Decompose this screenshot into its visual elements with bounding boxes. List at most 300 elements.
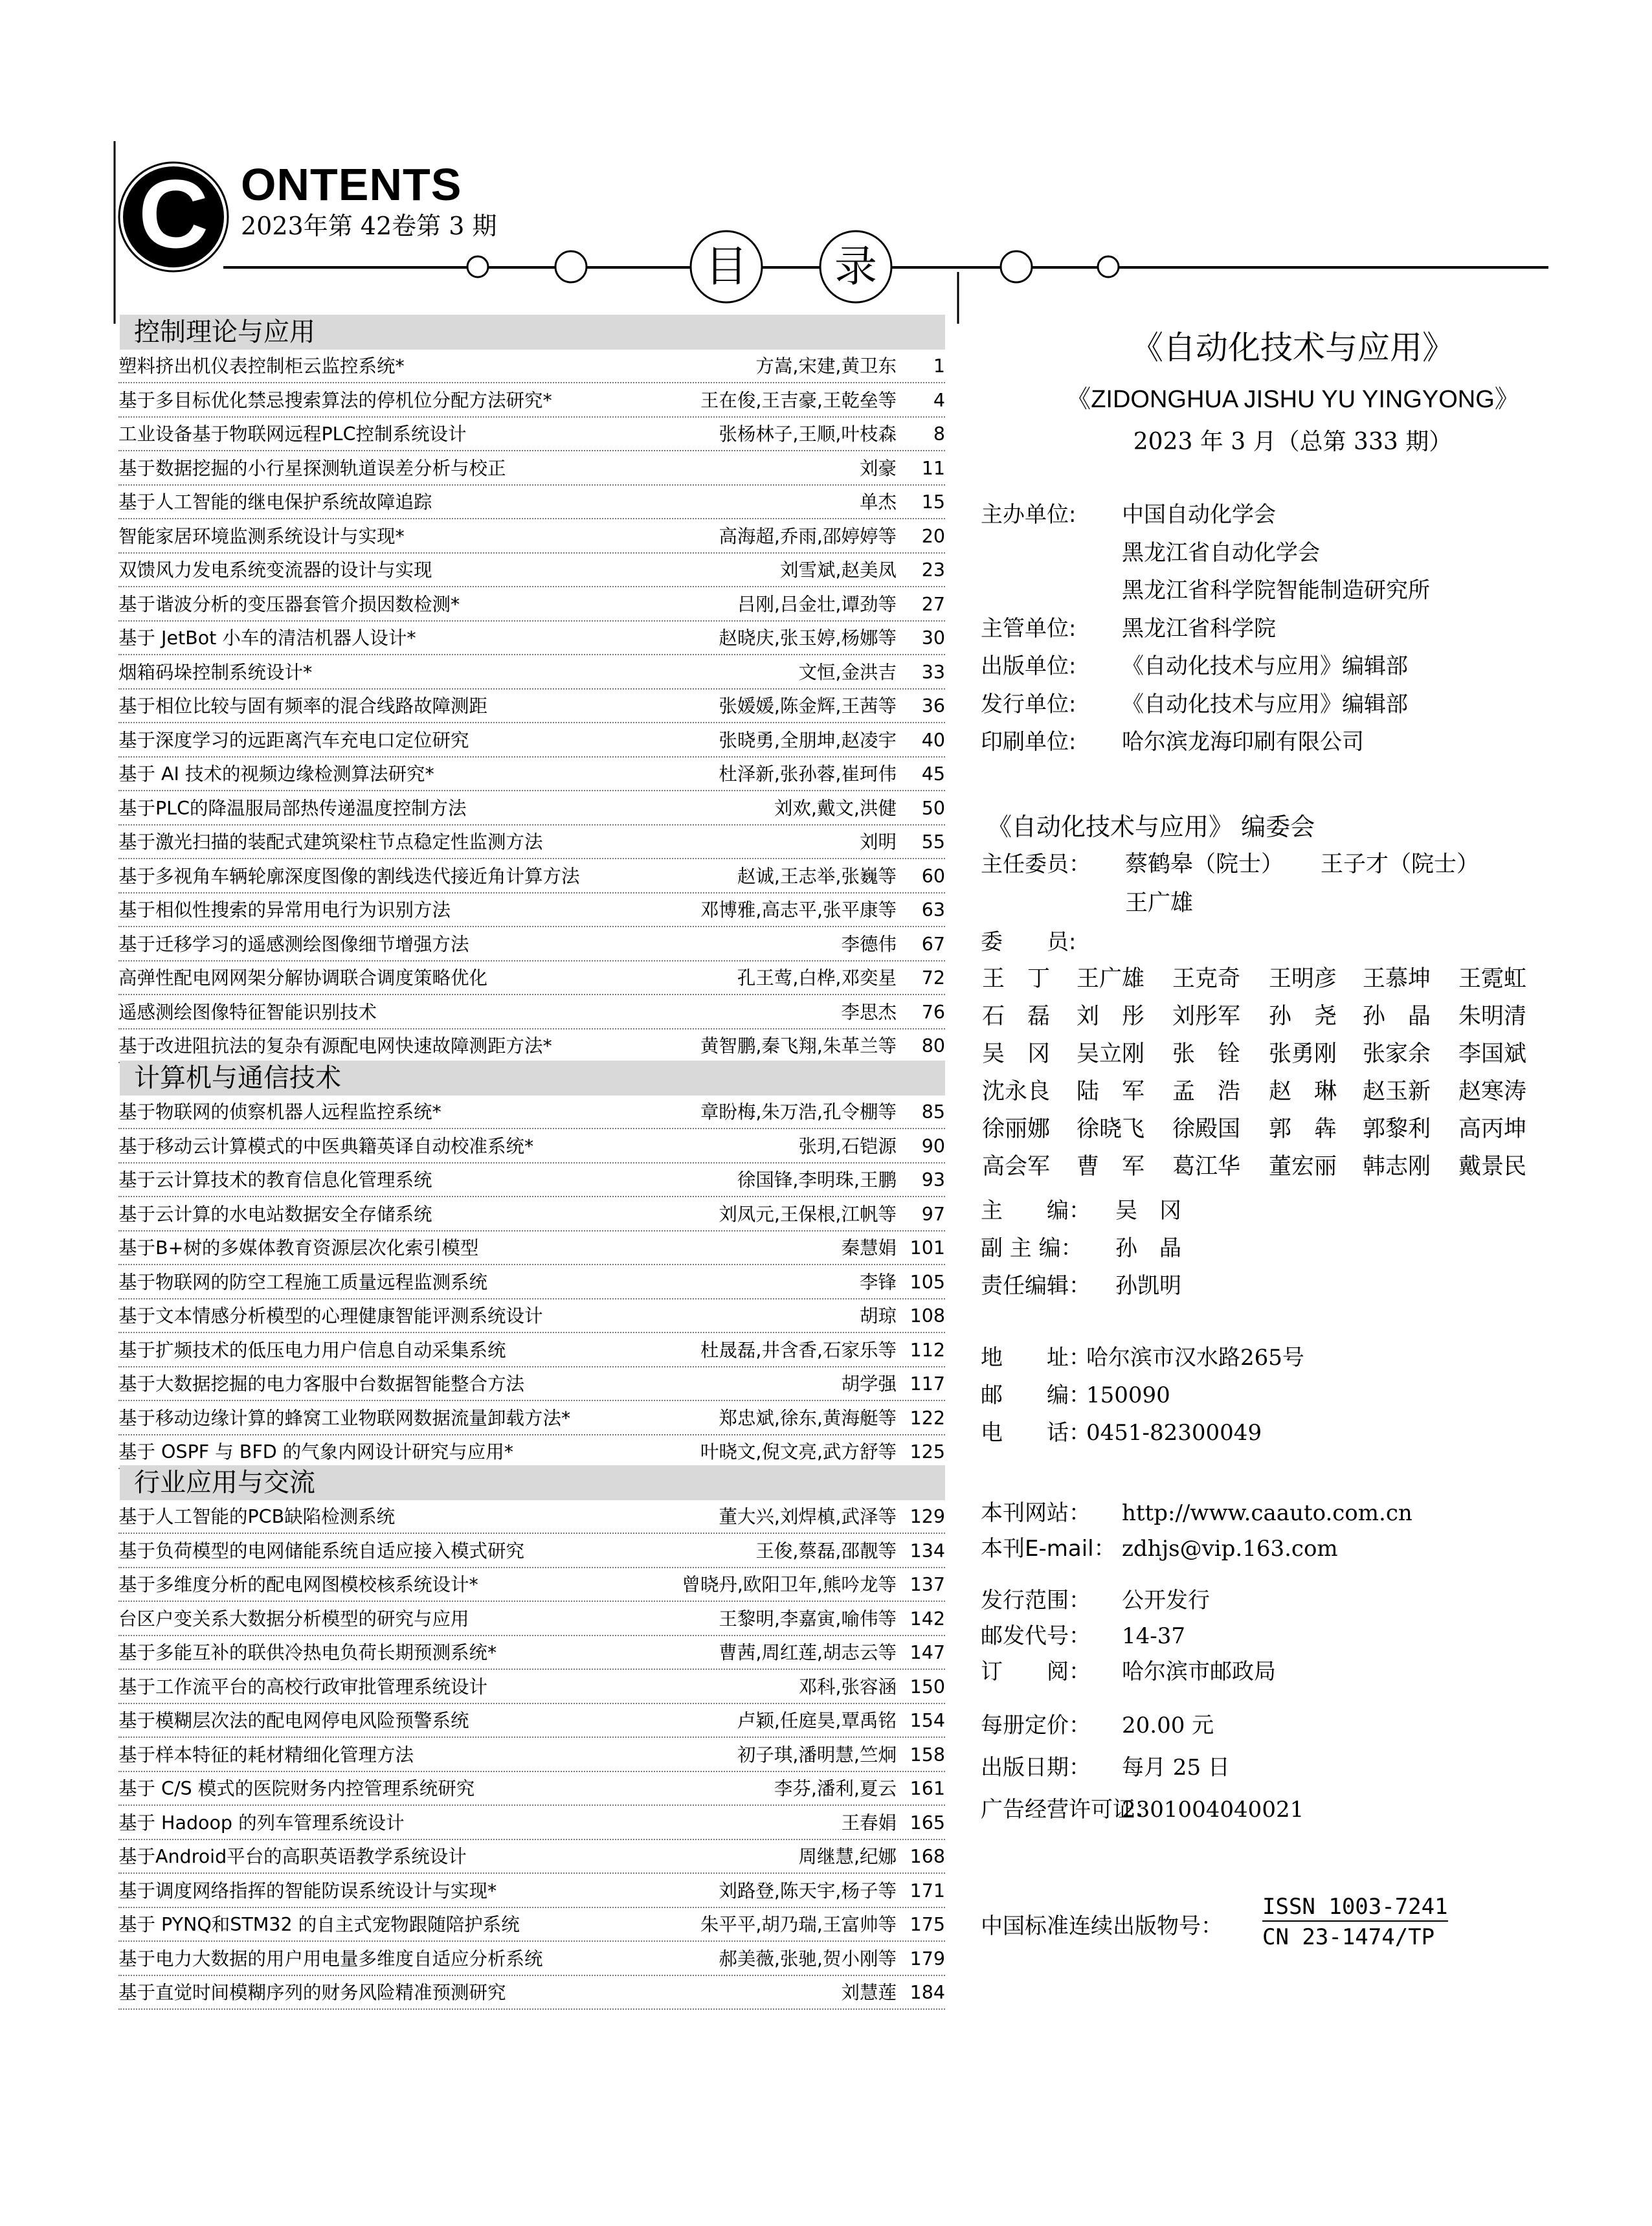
toc-entry-page: 67 — [921, 933, 945, 955]
web-value: zdhjs@vip.163.com — [1122, 1536, 1338, 1562]
toc-entry-title: 台区户变关系大数据分析模型的研究与应用 — [118, 1608, 469, 1630]
toc-entry-page: 154 — [910, 1710, 945, 1731]
toc-entry-authors: 高海超,乔雨,邵婷婷等 — [719, 525, 897, 547]
toc-entry-page: 20 — [921, 525, 945, 547]
toc-entry-authors: 刘明 — [859, 831, 897, 853]
publisher-label: 发行单位: — [981, 691, 1077, 717]
publisher-label: 主管单位: — [981, 615, 1077, 642]
toc-entry-authors: 黄智鹏,秦飞翔,朱革兰等 — [700, 1035, 897, 1057]
toc-entry[interactable] — [118, 1131, 945, 1164]
toc-entry-page: 105 — [910, 1271, 945, 1293]
toc-entry-page: 125 — [910, 1441, 945, 1463]
publisher-row — [981, 691, 1408, 717]
web-label: 本刊网站： — [981, 1500, 1091, 1526]
toc-entry-title: 基于 AI 技术的视频边缘检测算法研究* — [118, 763, 434, 785]
toc-entry[interactable] — [118, 1909, 945, 1942]
board-member: 王明彦 — [1269, 966, 1337, 992]
board-member: 孟 浩 — [1172, 1079, 1241, 1105]
toc-entry[interactable] — [118, 1604, 945, 1636]
logo-letter: C — [138, 159, 209, 268]
toc-entry-page: 122 — [910, 1407, 945, 1429]
toc-entry-authors: 王春娟 — [841, 1812, 897, 1834]
board-member: 王慕坤 — [1363, 966, 1431, 992]
toc-entry-title: 基于谐波分析的变压器套管介损因数检测* — [118, 593, 460, 615]
board-member: 董宏丽 — [1269, 1154, 1337, 1180]
section-heading: 控制理论与应用 — [120, 315, 945, 350]
toc-entry-title: 基于多能互补的联供冷热电负荷长期预测系统* — [118, 1642, 497, 1663]
toc-entry-authors: 章盼梅,朱万浩,孔令棚等 — [700, 1101, 897, 1123]
editor-row — [981, 1273, 1181, 1299]
price-value: 2301004040021 — [1122, 1797, 1304, 1823]
board-member: 沈永良 — [982, 1079, 1051, 1105]
board-member: 王克奇 — [1172, 966, 1241, 992]
toc-entry-authors: 赵诚,王志举,张巍等 — [737, 865, 897, 887]
toc-entry-authors: 吕刚,吕金壮,谭劲等 — [737, 593, 897, 615]
editor-value: 吴 冈 — [1115, 1198, 1181, 1224]
board-member: 徐殿国 — [1172, 1116, 1241, 1142]
toc-entry-title: 基于 OSPF 与 BFD 的气象内网设计研究与应用* — [118, 1441, 513, 1463]
price-label: 出版日期： — [981, 1755, 1091, 1781]
toc-entry[interactable] — [118, 487, 945, 519]
toc-entry-title: 基于电力大数据的用户用电量多维度自适应分析系统 — [118, 1948, 543, 1970]
toc-entry-authors: 张晓勇,全朋坤,赵凌宇 — [719, 729, 897, 751]
toc-entry-title: 基于B+树的多媒体教育资源层次化索引模型 — [118, 1237, 479, 1259]
editor-label: 副 主 编： — [981, 1235, 1083, 1261]
toc-entry[interactable] — [118, 997, 945, 1029]
toc-entry-authors: 秦慧娟 — [841, 1237, 897, 1259]
board-member: 石 磊 — [982, 1004, 1051, 1029]
toc-entry-authors: 杜泽新,张孙蓉,崔珂伟 — [719, 763, 897, 785]
publisher-row — [981, 615, 1276, 642]
section-heading: 计算机与通信技术 — [120, 1061, 945, 1096]
toc-entry[interactable] — [118, 1199, 945, 1231]
toc-entry-authors: 刘欢,戴文,洪健 — [774, 797, 897, 819]
issn-label: 中国标准连续出版物号： — [981, 1913, 1223, 1939]
toc-entry-page: 168 — [910, 1846, 945, 1867]
board-member: 郭黎利 — [1363, 1116, 1431, 1142]
toc-entry-title: 基于移动云计算模式的中医典籍英译自动校准系统* — [118, 1135, 534, 1157]
toc-entry-authors: 刘雪斌,赵美凤 — [779, 559, 897, 581]
toc-entry-page: 40 — [921, 729, 945, 751]
toc-entry-title: 基于大数据挖掘的电力客服中台数据智能整合方法 — [118, 1373, 525, 1395]
toc-entry-title: 基于改进阻抗法的复杂有源配电网快速故障测距方法* — [118, 1035, 552, 1057]
board-title: 《自动化技术与应用》 编委会 — [987, 813, 1315, 841]
toc-entry-title: 基于人工智能的继电保护系统故障追踪 — [118, 491, 432, 513]
contact-value: 150090 — [1086, 1382, 1170, 1408]
toc-entry-authors: 张玥,石铠源 — [798, 1135, 897, 1157]
web-label: 本刊E-mail： — [981, 1536, 1116, 1562]
toc-entry-page: 63 — [921, 899, 945, 921]
toc-entry[interactable] — [118, 1841, 945, 1874]
toc-entry[interactable] — [118, 1637, 945, 1670]
toc-entry-title: 基于物联网的侦察机器人远程监控系统* — [118, 1101, 441, 1123]
toc-entry[interactable] — [118, 793, 945, 826]
toc-entry-page: 11 — [921, 457, 945, 479]
distribution-value: 哈尔滨市邮政局 — [1122, 1659, 1276, 1685]
toc-entry-authors: 王俊,蔡磊,邵靓等 — [755, 1540, 897, 1562]
toc-entry-authors: 胡琼 — [859, 1305, 897, 1327]
toc-entry-authors: 张杨林子,王顺,叶枝森 — [719, 423, 897, 445]
toc-entry-page: 60 — [921, 865, 945, 887]
toc-entry-title: 塑料挤出机仪表控制柜云监控系统* — [118, 355, 405, 377]
board-member: 徐晓飞 — [1077, 1116, 1145, 1142]
journal-pinyin: 《ZIDONGHUA JISHU YU YINGYONG》 — [1066, 386, 1519, 413]
publisher-row — [981, 502, 1276, 528]
toc-entry[interactable] — [118, 589, 945, 622]
toc-entry-page: 4 — [933, 389, 945, 411]
publisher-label: 出版单位: — [981, 653, 1077, 679]
web-row — [981, 1536, 1338, 1562]
publisher-row — [981, 653, 1408, 679]
toc-entry-page: 55 — [921, 831, 945, 853]
cn-number: CN 23-1474/TP — [1262, 1924, 1435, 1950]
toc-entry-title: 基于迁移学习的遥感测绘图像细节增强方法 — [118, 933, 469, 955]
journal-title: 《自动化技术与应用》 — [1131, 329, 1455, 366]
toc-entry[interactable] — [118, 453, 945, 486]
contact-row — [981, 1382, 1170, 1408]
toc-entry-authors: 曾晓丹,欧阳卫年,熊吟龙等 — [682, 1574, 897, 1595]
distribution-value: 公开发行 — [1122, 1588, 1210, 1613]
toc-entry-title: 智能家居环境监测系统设计与实现* — [118, 525, 405, 547]
toc-entry[interactable] — [118, 725, 945, 758]
toc-entry-authors: 卢颖,任庭昊,覃禹铭 — [737, 1710, 897, 1731]
toc-entry[interactable] — [118, 1977, 945, 2010]
toc-entry[interactable] — [118, 1403, 945, 1435]
publisher-value: 《自动化技术与应用》编辑部 — [1122, 691, 1408, 717]
toc-entry-title: 基于相似性搜索的异常用电行为识别方法 — [118, 899, 451, 921]
toc-entry[interactable] — [118, 1536, 945, 1568]
toc-entry-page: 36 — [921, 695, 945, 717]
toc-entry-authors: 李锋 — [859, 1271, 897, 1293]
toc-entry[interactable] — [118, 623, 945, 655]
board-member: 张 铨 — [1172, 1041, 1241, 1067]
toc-entry[interactable] — [118, 1165, 945, 1197]
distribution-row — [981, 1588, 1210, 1613]
toc-entry-page: 184 — [910, 1982, 945, 2003]
toc-entry-title: 基于 Hadoop 的列车管理系统设计 — [118, 1812, 405, 1834]
publisher-label: 主办单位: — [981, 502, 1077, 528]
toc-entry[interactable] — [118, 555, 945, 587]
toc-entry-title: 基于多视角车辆轮廓深度图像的割线迭代接近角计算方法 — [118, 865, 580, 887]
toc-entry-title: 遥感测绘图像特征智能识别技术 — [118, 1001, 377, 1023]
toc-entry-authors: 王黎明,李嘉寅,喻伟等 — [719, 1608, 897, 1630]
board-member: 赵寒涛 — [1458, 1079, 1527, 1105]
toc-entry[interactable] — [118, 1740, 945, 1772]
board-member: 高丙坤 — [1458, 1116, 1527, 1142]
board-member: 赵 琳 — [1269, 1079, 1337, 1105]
toc-entry[interactable] — [118, 521, 945, 554]
toc-entry-page: 15 — [921, 491, 945, 513]
toc-entry-title: 基于云计算的水电站数据安全存储系统 — [118, 1203, 432, 1225]
toc-entry-page: 158 — [910, 1744, 945, 1766]
distribution-row — [981, 1623, 1186, 1649]
toc-entry-authors: 刘慧莲 — [841, 1982, 897, 2003]
toc-entry-page: 142 — [910, 1608, 945, 1630]
toc-entry-title: 基于 PYNQ和STM32 的自主式宠物跟随陪护系统 — [118, 1914, 520, 1935]
toc-entry-title: 双馈风力发电系统变流器的设计与实现 — [118, 559, 432, 581]
contact-value: 哈尔滨市汉水路265号 — [1086, 1345, 1304, 1371]
toc-entry-page: 108 — [910, 1305, 945, 1327]
publisher-value: 黑龙江省自动化学会 — [1122, 539, 1320, 566]
toc-entry-title: 基于数据挖掘的小行星探测轨道误差分析与校正 — [118, 457, 506, 479]
toc-entry-title: 基于Android平台的高职英语教学系统设计 — [118, 1846, 467, 1867]
toc-entry[interactable] — [118, 1944, 945, 1976]
toc-entry-page: 72 — [921, 967, 945, 989]
board-member: 韩志刚 — [1363, 1154, 1431, 1180]
toc-entry[interactable] — [118, 419, 945, 451]
publisher-row — [981, 729, 1364, 755]
price-label: 广告经营许可证： — [981, 1797, 1157, 1823]
toc-entry-title: 基于样本特征的耗材精细化管理方法 — [118, 1744, 414, 1766]
toc-entry-title: 基于扩频技术的低压电力用户信息自动采集系统 — [118, 1339, 506, 1361]
price-row — [981, 1797, 1304, 1823]
editor-label: 责任编辑： — [981, 1273, 1091, 1299]
toc-entry-title: 高弹性配电网网架分解协调联合调度策略优化 — [118, 967, 488, 989]
toc-entry[interactable] — [118, 351, 945, 383]
toc-entry-authors: 邓科,张容涵 — [798, 1676, 897, 1698]
board-member: 戴景民 — [1458, 1154, 1527, 1180]
toc-entry-authors: 徐国锋,李明珠,王鹏 — [737, 1169, 897, 1191]
publisher-label: 印刷单位: — [981, 729, 1077, 755]
board-member: 陆 军 — [1077, 1079, 1145, 1105]
price-value: 每月 25 日 — [1122, 1755, 1230, 1781]
toc-entry[interactable] — [118, 759, 945, 791]
lu-character: 录 — [834, 242, 877, 291]
board-member: 王 丁 — [982, 966, 1051, 992]
toc-entry-title: 基于模糊层次法的配电网停电风险预警系统 — [118, 1710, 469, 1731]
toc-entry-page: 30 — [921, 627, 945, 649]
toc-entry-page: 147 — [910, 1642, 945, 1663]
toc-entry-authors: 李芬,潘利,夏云 — [774, 1778, 897, 1799]
distribution-value: 14-37 — [1122, 1623, 1186, 1649]
toc-entry-page: 117 — [910, 1373, 945, 1395]
board-member: 高会军 — [982, 1154, 1051, 1180]
toc-entry[interactable] — [118, 657, 945, 690]
board-member: 张家余 — [1363, 1041, 1431, 1067]
distribution-row — [981, 1659, 1276, 1685]
toc-entry-authors: 李德伟 — [841, 933, 897, 955]
toc-entry-title: 基于PLC的降温服局部热传递温度控制方法 — [118, 797, 467, 819]
toc-entry-authors: 初子琪,潘明慧,竺炯 — [737, 1744, 897, 1766]
toc-entry-authors: 单杰 — [859, 491, 897, 513]
toc-entry-page: 76 — [921, 1001, 945, 1023]
board-member: 刘 彤 — [1077, 1004, 1145, 1029]
board-member: 李国斌 — [1458, 1041, 1527, 1067]
toc-entry-authors: 朱平平,胡乃瑞,王富帅等 — [700, 1914, 897, 1935]
toc-entry[interactable] — [118, 895, 945, 927]
toc-entry-authors: 邓博雅,高志平,张平康等 — [700, 899, 897, 921]
publisher-value: 黑龙江省科学院智能制造研究所 — [1122, 578, 1430, 603]
toc-entry[interactable] — [118, 929, 945, 961]
toc-entry-title: 烟箱码垛控制系统设计* — [118, 661, 313, 683]
toc-entry[interactable] — [118, 861, 945, 894]
price-row — [981, 1755, 1230, 1781]
board-members-label: 委 员: — [981, 929, 1077, 955]
toc-entry-page: 80 — [921, 1035, 945, 1057]
toc-entry-page: 165 — [910, 1812, 945, 1834]
toc-entry-title: 基于文本情感分析模型的心理健康智能评测系统设计 — [118, 1305, 543, 1327]
journal-issue: 2023 年 3 月（总第 333 期） — [1133, 429, 1453, 455]
editor-row — [981, 1198, 1181, 1224]
toc-entry-authors: 刘豪 — [859, 457, 897, 479]
toc-entry-authors: 赵晓庆,张玉婷,杨娜等 — [719, 627, 897, 649]
toc-entry[interactable] — [118, 1301, 945, 1333]
toc-entry[interactable] — [118, 691, 945, 723]
board-member: 张勇刚 — [1269, 1041, 1337, 1067]
issue-line: 2023年第 42卷第 3 期 — [241, 212, 497, 240]
toc-entry[interactable] — [118, 1705, 945, 1738]
toc-entry-title: 基于 C/S 模式的医院财务内控管理系统研究 — [118, 1778, 475, 1799]
toc-entry-authors: 孔王莺,白桦,邓奕星 — [737, 967, 897, 989]
contents-heading: ONTENTS — [241, 159, 462, 210]
price-label: 每册定价： — [981, 1713, 1091, 1738]
issn-number: ISSN 1003-7241 — [1262, 1896, 1448, 1922]
editor-row — [981, 1235, 1181, 1261]
editor-value: 孙 晶 — [1115, 1235, 1181, 1261]
publisher-value: 中国自动化学会 — [1122, 502, 1276, 528]
toc-entry-page: 112 — [910, 1339, 945, 1361]
toc-entry-title: 基于深度学习的远距离汽车充电口定位研究 — [118, 729, 469, 751]
toc-entry-page: 33 — [921, 661, 945, 683]
board-member: 曹 军 — [1077, 1154, 1145, 1180]
toc-entry-title: 基于工作流平台的高校行政审批管理系统设计 — [118, 1676, 488, 1698]
toc-entry-page: 97 — [921, 1203, 945, 1225]
toc-entry-title: 基于多维度分析的配电网图模校核系统设计* — [118, 1574, 478, 1595]
toc-entry[interactable] — [118, 1808, 945, 1840]
toc-entry-page: 27 — [921, 593, 945, 615]
board-member: 王广雄 — [1077, 966, 1145, 992]
toc-entry[interactable] — [118, 1335, 945, 1367]
toc-entry-page: 23 — [921, 559, 945, 581]
board-member: 孙 晶 — [1363, 1004, 1431, 1029]
toc-entry[interactable] — [118, 827, 945, 859]
price-value: 20.00 元 — [1122, 1713, 1214, 1738]
toc-entry-page: 45 — [921, 763, 945, 785]
toc-entry[interactable] — [118, 1501, 945, 1534]
contact-row — [981, 1345, 1304, 1371]
toc-entry-page: 179 — [910, 1948, 945, 1970]
toc-entry-page: 150 — [910, 1676, 945, 1698]
board-member: 徐丽娜 — [982, 1116, 1051, 1142]
toc-entry-page: 161 — [910, 1778, 945, 1799]
board-member: 吴立刚 — [1077, 1041, 1145, 1067]
price-row — [981, 1713, 1214, 1738]
toc-entry-authors: 董大兴,刘焊槙,武泽等 — [719, 1506, 897, 1527]
toc-entry-authors: 张媛媛,陈金辉,王茜等 — [719, 695, 897, 717]
toc-entry-page: 85 — [921, 1101, 945, 1123]
contact-value: 0451-82300049 — [1086, 1420, 1262, 1446]
toc-entry[interactable] — [118, 1267, 945, 1299]
web-value: http://www.caauto.com.cn — [1122, 1500, 1412, 1526]
toc-entry[interactable] — [118, 1369, 945, 1401]
board-chair-label: 主任委员： — [981, 851, 1091, 877]
board-member: 刘彤军 — [1172, 1004, 1241, 1029]
toc-entry-page: 93 — [921, 1169, 945, 1191]
board-member: 朱明清 — [1458, 1004, 1527, 1029]
board-chair-1: 蔡鹤皋（院士） — [1125, 851, 1284, 877]
toc-entry-page: 50 — [921, 797, 945, 819]
toc-entry-authors: 杜晟磊,井含香,石家乐等 — [700, 1339, 897, 1361]
toc-entry-title: 基于激光扫描的装配式建筑梁柱节点稳定性监测方法 — [118, 831, 543, 853]
toc-entry-page: 137 — [910, 1574, 945, 1595]
toc-entry[interactable] — [118, 1031, 945, 1063]
toc-entry-authors: 刘凤元,王保根,江帆等 — [719, 1203, 897, 1225]
toc-entry[interactable] — [118, 1569, 945, 1602]
board-chair-2: 王子才（院士） — [1321, 851, 1480, 877]
toc-entry[interactable] — [118, 1437, 945, 1469]
toc-entry[interactable] — [118, 1097, 945, 1129]
board-chair-3: 王广雄 — [1125, 890, 1194, 916]
distribution-label: 邮发代号： — [981, 1623, 1091, 1649]
distribution-label: 订 阅： — [981, 1659, 1091, 1685]
distribution-label: 发行范围： — [981, 1588, 1091, 1613]
toc-entry-authors: 文恒,金洪吉 — [798, 661, 897, 683]
toc-entry-authors: 曹茜,周红莲,胡志云等 — [719, 1642, 897, 1663]
toc-entry-title: 工业设备基于物联网远程PLC控制系统设计 — [118, 423, 467, 445]
toc-entry-title: 基于物联网的防空工程施工质量远程监测系统 — [118, 1271, 488, 1293]
toc-entry[interactable] — [118, 1233, 945, 1265]
toc-entry-page: 8 — [933, 423, 945, 445]
toc-entry-page: 1 — [933, 355, 945, 377]
board-member: 郭 犇 — [1269, 1116, 1337, 1142]
toc-entry-page: 171 — [910, 1880, 945, 1902]
contact-row — [981, 1420, 1262, 1446]
toc-entry-authors: 刘路登,陈天宇,杨子等 — [719, 1880, 897, 1902]
toc-entry-page: 129 — [910, 1506, 945, 1527]
toc-entry-authors: 郑忠斌,徐东,黄海艇等 — [719, 1407, 897, 1429]
editor-value: 孙凯明 — [1115, 1273, 1181, 1299]
toc-entry-title: 基于多目标优化禁忌搜索算法的停机位分配方法研究* — [118, 389, 552, 411]
publisher-value: 黑龙江省科学院 — [1122, 615, 1276, 642]
board-member: 吴 冈 — [982, 1041, 1051, 1067]
toc-entry[interactable] — [118, 1773, 945, 1806]
web-row — [981, 1500, 1412, 1526]
toc-entry-authors: 李思杰 — [841, 1001, 897, 1023]
section-heading: 行业应用与交流 — [120, 1465, 945, 1500]
toc-entry-page: 90 — [921, 1135, 945, 1157]
mu-character: 目 — [705, 242, 748, 291]
toc-entry-authors: 周继慧,纪娜 — [798, 1846, 897, 1867]
toc-entry-page: 134 — [910, 1540, 945, 1562]
toc-entry-page: 175 — [910, 1914, 945, 1935]
board-member: 葛江华 — [1172, 1154, 1241, 1180]
toc-entry-title: 基于移动边缘计算的蜂窝工业物联网数据流量卸载方法* — [118, 1407, 571, 1429]
publisher-value: 《自动化技术与应用》编辑部 — [1122, 653, 1408, 679]
contact-label: 地 址： — [981, 1345, 1091, 1371]
toc-entry[interactable] — [118, 1876, 945, 1908]
contact-label: 电 话： — [981, 1420, 1091, 1446]
toc-entry-title: 基于调度网络指挥的智能防误系统设计与实现* — [118, 1880, 497, 1902]
toc-entry-title: 基于 JetBot 小车的清洁机器人设计* — [118, 627, 416, 649]
board-member: 王霓虹 — [1458, 966, 1527, 992]
editor-label: 主 编： — [981, 1198, 1091, 1224]
toc-entry-authors: 胡学强 — [841, 1373, 897, 1395]
board-member: 赵玉新 — [1363, 1079, 1431, 1105]
toc-entry-authors: 郝美薇,张驰,贺小刚等 — [719, 1948, 897, 1970]
toc-entry[interactable] — [118, 1672, 945, 1704]
toc-entry-page: 101 — [910, 1237, 945, 1259]
toc-entry-authors: 王在俊,王吉豪,王乾垒等 — [700, 389, 897, 411]
toc-entry-title: 基于负荷模型的电网储能系统自适应接入模式研究 — [118, 1540, 525, 1562]
toc-entry[interactable] — [118, 385, 945, 418]
board-member: 孙 尧 — [1269, 1004, 1337, 1029]
toc-entry-authors: 叶晓文,倪文亮,武方舒等 — [700, 1441, 897, 1463]
toc-entry-title: 基于人工智能的PCB缺陷检测系统 — [118, 1506, 396, 1527]
toc-entry-title: 基于相位比较与固有频率的混合线路故障测距 — [118, 695, 488, 717]
toc-entry-authors: 方嵩,宋建,黄卫东 — [755, 355, 897, 377]
publisher-value: 哈尔滨龙海印刷有限公司 — [1122, 729, 1364, 755]
toc-entry[interactable] — [118, 963, 945, 995]
